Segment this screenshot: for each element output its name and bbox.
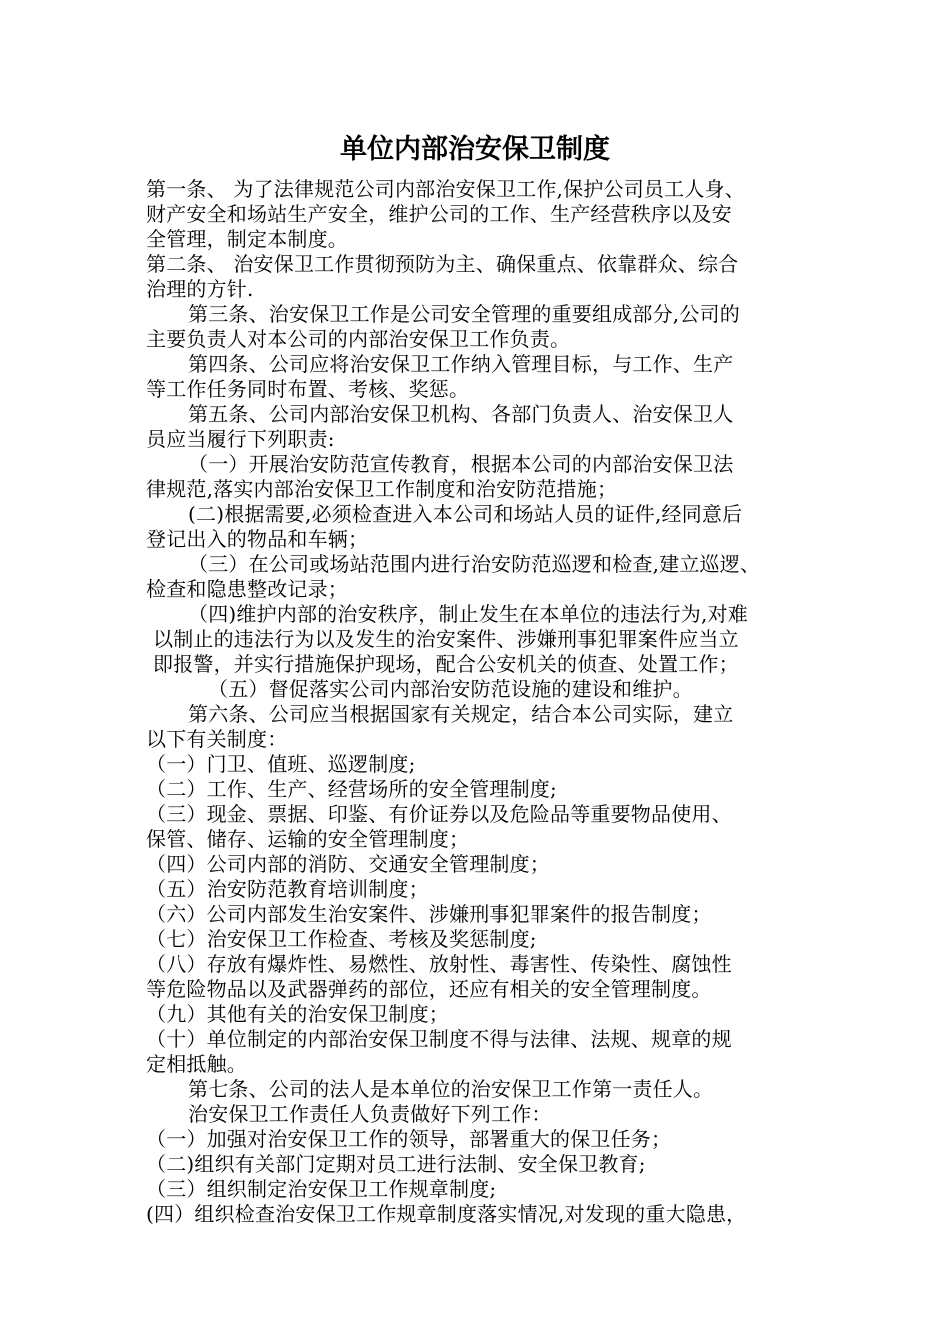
text-line: 员应当履行下列职责:	[146, 427, 335, 451]
text-line: 以下有关制度：	[146, 727, 288, 751]
text-line: （三）现金、票据、印鉴、有价证券以及危险品等重要物品使用、	[146, 802, 732, 826]
text-line: 财产安全和场站生产安全，维护公司的工作、生产经营秩序以及安	[146, 202, 732, 226]
text-line: 等工作任务同时布置、考核、奖惩。	[146, 377, 470, 401]
text-line: 即报警，并实行措施保护现场，配合公安机关的侦查、处置工作；	[153, 652, 739, 676]
text-line: （五）督促落实公司内部治安防范设施的建设和维护。	[208, 677, 693, 701]
text-line: 第二条、 治安保卫工作贯彻预防为主、确保重点、依靠群众、综合	[146, 252, 739, 276]
text-line: （四)维护内部的治安秩序，制止发生在本单位的违法行为,对难	[188, 602, 748, 626]
text-line: 第七条、公司的法人是本单位的治安保卫工作第一责任人。	[188, 1077, 714, 1101]
text-line: 保管、储存、运输的安全管理制度；	[146, 827, 470, 851]
text-line: 律规范,落实内部治安保卫工作制度和治安防范措施；	[146, 477, 618, 501]
text-line: 第四条、公司应将治安保卫工作纳入管理目标，与工作、生产	[188, 352, 734, 376]
text-line: （十）单位制定的内部治安保卫制度不得与法律、法规、规章的规	[146, 1027, 732, 1051]
text-line: （一）门卫、值班、巡逻制度;	[146, 752, 416, 776]
text-line: （七）治安保卫工作检查、考核及奖惩制度;	[146, 927, 537, 951]
text-line: （九）其他有关的治安保卫制度；	[146, 1002, 449, 1026]
document-title: 单位内部治安保卫制度	[340, 134, 610, 165]
text-line: 第一条、 为了法律规范公司内部治安保卫工作,保护公司员工人身、	[146, 177, 745, 201]
text-line: 定相抵触。	[146, 1052, 247, 1076]
text-line: （六）公司内部发生治安案件、涉嫌刑事犯罪案件的报告制度；	[146, 902, 712, 926]
text-line: 第五条、公司内部治安保卫机构、各部门负责人、治安保卫人	[188, 402, 734, 426]
text-line: (四）组织检查治安保卫工作规章制度落实情况,对发现的重大隐患，	[146, 1202, 747, 1226]
text-line: 第六条、公司应当根据国家有关规定，结合本公司实际，建立	[188, 702, 734, 726]
text-line: (二)根据需要,必须检查进入本公司和场站人员的证件,经同意后	[188, 502, 743, 526]
text-line: （二)组织有关部门定期对员工进行法制、安全保卫教育;	[146, 1152, 646, 1176]
text-line: 第三条、治安保卫工作是公司安全管理的重要组成部分,公司的	[188, 302, 740, 326]
text-line: （一）开展治安防范宣传教育，根据本公司的内部治安保卫法	[188, 452, 734, 476]
text-line: 治安保卫工作责任人负责做好下列工作：	[188, 1102, 552, 1126]
text-line: （二）工作、生产、经营场所的安全管理制度;	[146, 777, 557, 801]
text-line: 以制止的违法行为以及发生的治安案件、涉嫌刑事犯罪案件应当立	[153, 627, 739, 651]
text-line: 主要负责人对本公司的内部治安保卫工作负责。	[146, 327, 571, 351]
text-line: 全管理，制定本制度。	[146, 227, 348, 251]
text-line: （四）公司内部的消防、交通安全管理制度；	[146, 852, 550, 876]
text-line: （五）治安防范教育培训制度；	[146, 877, 429, 901]
text-line: 检查和隐患整改记录；	[146, 577, 348, 601]
text-line: （一）加强对治安保卫工作的领导，部署重大的保卫任务；	[146, 1127, 672, 1151]
text-line: （三）组织制定治安保卫工作规章制度;	[146, 1177, 497, 1201]
text-line: 治理的方针.	[146, 277, 254, 301]
text-line: （八）存放有爆炸性、易燃性、放射性、毒害性、传染性、腐蚀性	[146, 952, 732, 976]
text-line: （三）在公司或场站范围内进行治安防范巡逻和检查,建立巡逻、	[188, 552, 761, 576]
text-line: 登记出入的物品和车辆；	[146, 527, 369, 551]
text-line: 等危险物品以及武器弹药的部位，还应有相关的安全管理制度。	[146, 977, 712, 1001]
